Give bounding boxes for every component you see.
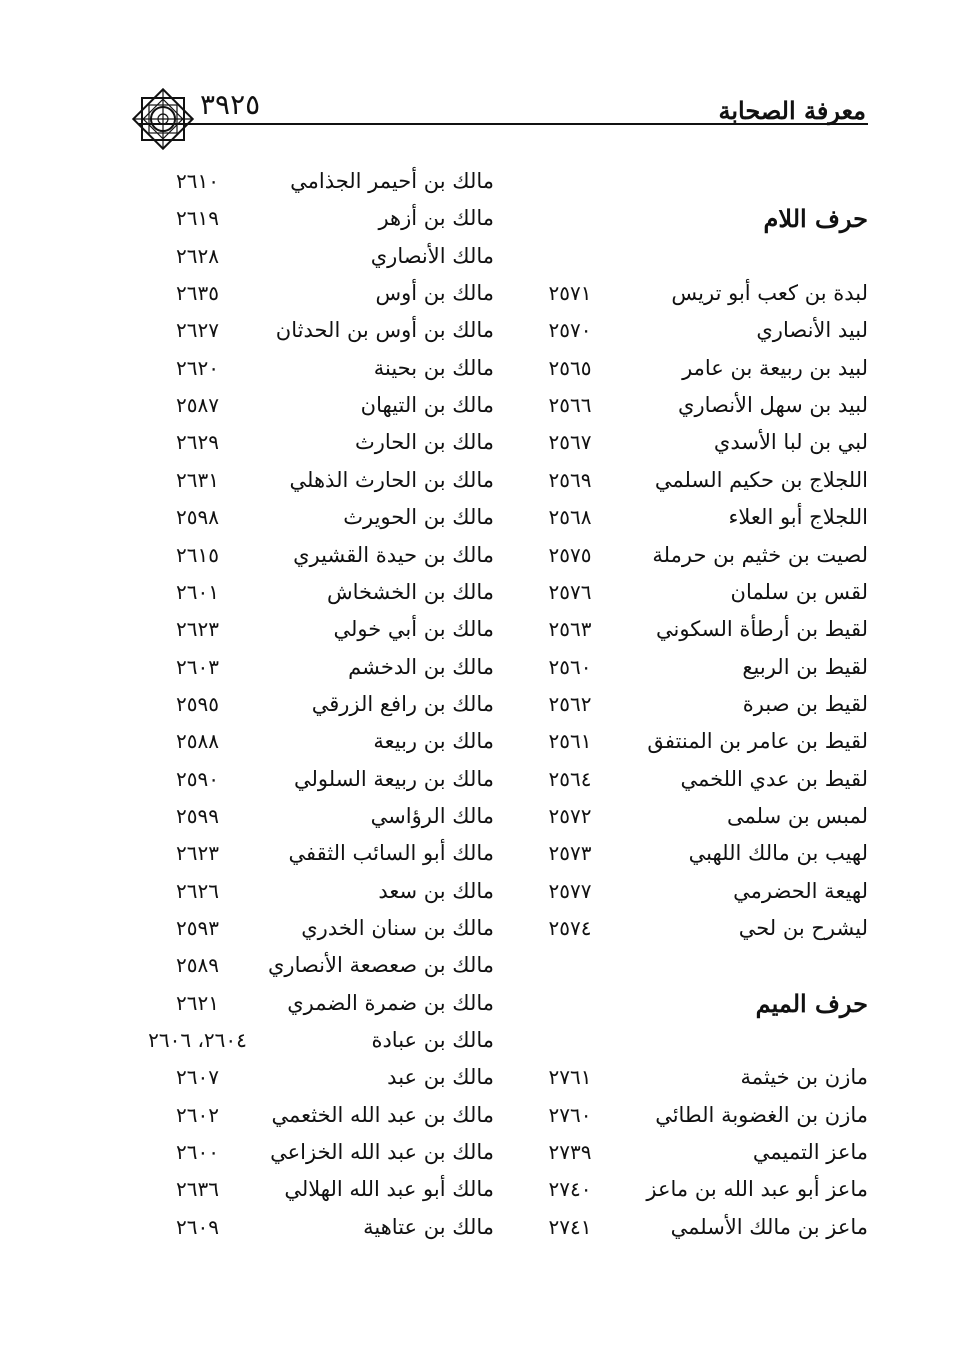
entry-name: مالك الأنصاري	[370, 243, 494, 268]
entry-number: ٢٥٦٠	[548, 654, 592, 679]
index-entry	[120, 312, 500, 349]
index-entry	[500, 686, 900, 723]
entry-number: ٢٦٠٧	[176, 1065, 219, 1090]
index-entry	[500, 723, 900, 760]
entry-number: ٢٦١٠	[176, 169, 219, 193]
entry-name: لبيد بن ربيعة بن عامر	[682, 355, 868, 380]
entry-number: ٢٦٣١	[176, 467, 219, 492]
entry-number: ٢٥٩٩	[176, 803, 219, 828]
entry-name: اللجلاج بن حكيم السلمي	[654, 467, 868, 492]
index-entry	[500, 1059, 900, 1096]
entry-number: ٢٥٦٧	[548, 430, 592, 455]
octagram-ornament-icon	[128, 84, 198, 154]
entry-number: ٢٥٧٥	[548, 542, 592, 567]
entry-number: ٢٦٣٥	[176, 281, 219, 306]
entry-name: مالك بن عبد	[387, 1065, 494, 1090]
entry-name: مالك الرؤاسي	[370, 803, 494, 828]
index-entry	[500, 424, 900, 461]
index-entry	[120, 1059, 500, 1096]
entry-number: ٢٧٤٠	[548, 1177, 592, 1202]
entry-name: مالك أبو السائب الثقفي	[288, 841, 494, 866]
entry-number: ٢٥٦٢	[548, 691, 592, 716]
entry-name: اللجلاج أبو العلاء	[728, 505, 868, 530]
entry-number: ٢٧٣٩	[548, 1140, 592, 1165]
index-entry	[120, 238, 500, 275]
section-heading-title: حرف اللام	[763, 204, 868, 234]
entry-number: ٢٦٠٠	[176, 1140, 219, 1165]
index-entry	[120, 649, 500, 686]
entry-number: ٢٦٢١	[176, 990, 219, 1015]
entry-number: ٢٥٧٦	[548, 579, 592, 604]
entry-number: ٢٧٤١	[548, 1214, 592, 1239]
entry-number: ٢٧٦٠	[548, 1102, 592, 1127]
entry-number: ٢٦١٥	[176, 542, 219, 567]
entry-number: ٢٥٧٧	[548, 878, 592, 903]
index-entry	[500, 499, 900, 536]
entry-name: مالك بن حيدة القشيري	[293, 542, 494, 567]
entry-number: ٢٧٦١	[548, 1065, 592, 1090]
entry-number: ٢٥٦٦	[548, 393, 592, 418]
entry-number: ٢٥٧٢	[548, 803, 592, 828]
entry-name: مالك بن الخشخاش	[326, 579, 494, 604]
index-entry	[120, 1097, 500, 1134]
entry-number: ٢٦٠٤، ٢٦٠٦	[148, 1028, 247, 1053]
entry-name: ليشرح بن لحي	[738, 916, 868, 940]
entry-number: ٢٥٧٤	[548, 916, 592, 940]
index-entry	[120, 350, 500, 387]
entry-number: ٢٥٩٥	[176, 691, 219, 716]
index-entry	[120, 200, 500, 237]
entry-number: ٢٦٣٦	[176, 1177, 219, 1202]
entry-number: ٢٥٦٤	[548, 766, 592, 791]
entry-name: مالك بن أبي خولي	[333, 617, 494, 642]
index-entry	[500, 873, 900, 910]
index-entry	[120, 798, 500, 835]
entry-name: مالك بن ضمرة الضمري	[287, 990, 494, 1015]
entry-number: ٢٦٢٨	[176, 243, 219, 268]
entry-name: مالك بن عبد الله الخزاعي	[270, 1140, 494, 1165]
page-number: ٣٩٢٥	[200, 88, 261, 121]
index-entry	[120, 1022, 500, 1059]
entry-number: ٢٦٠٩	[176, 1214, 219, 1239]
entry-name: مالك بن صعصعة الأنصاري	[267, 953, 494, 978]
index-entry	[120, 723, 500, 760]
entry-number: ٢٦٢٠	[176, 355, 219, 380]
entry-number: ٢٦٢٣	[176, 617, 219, 642]
entry-name: لقيط بن أرطأة السكوني	[656, 617, 868, 642]
entry-name: لقيط بن صبرة	[742, 691, 868, 716]
entry-name: لبدة بن كعب أبو تريس	[671, 281, 868, 306]
entry-name: مالك بن سعد	[378, 878, 494, 903]
entry-name: مالك بن التيهان	[360, 393, 494, 418]
entry-name: مالك بن ربيعة	[373, 729, 494, 754]
entry-number: ٢٥٨٧	[176, 393, 219, 418]
section-heading	[500, 985, 900, 1022]
index-entry	[120, 611, 500, 648]
entry-name: لبيد الأنصاري	[756, 318, 868, 343]
entry-number: ٢٥٨٩	[176, 953, 219, 978]
index-entry	[120, 873, 500, 910]
index-entry	[500, 1097, 900, 1134]
entry-number: ٢٥٦١	[548, 729, 592, 754]
entry-name: مالك بن عتاهية	[363, 1214, 494, 1239]
entry-name: ماعز أبو عبد الله بن ماعز	[646, 1177, 868, 1202]
entry-name: لقيط بن الربيع	[742, 654, 868, 679]
index-entry	[500, 312, 900, 349]
index-entry	[500, 1209, 900, 1246]
entry-name: لقس بن سلمان	[730, 579, 868, 604]
entry-number: ٢٦٢٣	[176, 841, 219, 866]
header-title: معرفة الصحابة	[718, 96, 866, 125]
index-entry	[500, 275, 900, 312]
index-entry	[500, 611, 900, 648]
entry-number: ٢٥٧٠	[548, 318, 592, 343]
entry-name: مالك بن رافع الزرقي	[311, 691, 494, 716]
index-entry	[120, 910, 500, 947]
entry-name: لبيد بن سهل الأنصاري	[678, 393, 868, 418]
index-entry	[120, 574, 500, 611]
entry-number: ٢٦٠٣	[176, 654, 219, 679]
entry-name: مالك بن الحارث الذهلي	[289, 467, 494, 492]
entry-name: مالك بن عبد الله الخثعمي	[271, 1102, 494, 1127]
entry-number: ٢٥٦٩	[548, 467, 592, 492]
index-entry	[120, 761, 500, 798]
index-entry	[500, 462, 900, 499]
index-entry	[120, 537, 500, 574]
entry-name: مالك بن بحينة	[373, 355, 494, 380]
index-entry	[120, 1209, 500, 1246]
entry-name: لقيط بن عدي اللخمي	[680, 766, 868, 791]
entry-name: مالك بن سنان الخدري	[301, 916, 494, 940]
entry-number: ٢٦٢٩	[176, 430, 219, 455]
entry-name: مالك بن الدخشم	[348, 654, 494, 679]
entry-number: ٢٦٢٦	[176, 878, 219, 903]
entry-name: لصيت بن خثيم بن حرملة	[652, 542, 868, 567]
entry-number: ٢٥٧١	[548, 281, 592, 306]
entry-name: مالك بن أوس بن الحدثان	[275, 318, 494, 343]
entry-name: مالك بن أوس	[375, 281, 494, 306]
index-entry	[120, 275, 500, 312]
entry-number: ٢٥٦٨	[548, 505, 592, 530]
index-entry	[500, 798, 900, 835]
entry-name: لهيب بن مالك اللهبي	[688, 841, 868, 866]
entry-number: ٢٥٩٨	[176, 505, 219, 530]
index-entry	[120, 462, 500, 499]
index-entry	[120, 424, 500, 461]
section-heading	[500, 200, 900, 237]
entry-name: مالك بن الحويرث	[343, 505, 494, 530]
index-entry	[120, 835, 500, 872]
index-entry	[500, 387, 900, 424]
entry-number: ٢٥٧٣	[548, 841, 592, 866]
index-entry	[500, 1171, 900, 1208]
entry-name: مالك بن ربيعة السلولي	[294, 766, 494, 791]
index-entry	[120, 947, 500, 984]
entry-name: مالك بن الحارث	[354, 430, 494, 455]
entry-number: ٢٦٢٧	[176, 318, 219, 343]
index-entry	[500, 649, 900, 686]
entry-name: ماعز بن مالك الأسلمي	[670, 1214, 868, 1239]
entry-name: لهيعة الحضرمي	[733, 878, 868, 903]
index-entry	[500, 761, 900, 798]
header-divider	[138, 123, 868, 125]
index-entry	[120, 499, 500, 536]
index-entry	[120, 387, 500, 424]
entry-number: ٢٥٦٥	[548, 355, 592, 380]
entry-number: ٢٥٩٣	[176, 916, 219, 940]
index-entry	[120, 163, 500, 200]
index-entry	[120, 1171, 500, 1208]
section-heading-title: حرف الميم	[755, 988, 868, 1018]
index-entry	[500, 574, 900, 611]
entry-number: ٢٦٠١	[176, 579, 219, 604]
index-entry	[500, 910, 900, 947]
entry-name: مالك أبو عبد الله الهلالي	[284, 1177, 494, 1202]
entry-name: مازن بن خيثمة	[740, 1065, 868, 1090]
entry-name: مالك بن عبادة	[371, 1028, 494, 1053]
entry-number: ٢٦١٩	[176, 206, 219, 231]
index-entry	[500, 350, 900, 387]
index-entry	[120, 1134, 500, 1171]
index-entry	[120, 985, 500, 1022]
entry-name: مالك بن أزهر	[378, 206, 494, 231]
entry-name: ماعز التميمي	[752, 1140, 868, 1165]
entry-name: مالك بن أحيمر الجذامي	[290, 169, 494, 193]
entry-name: لبي بن لبا الأسدي	[713, 430, 868, 455]
entry-name: لقيط بن عامر بن المنتفق	[647, 729, 868, 754]
entry-number: ٢٦٠٢	[176, 1102, 219, 1127]
index-entry	[500, 835, 900, 872]
entry-name: لمبس بن سلمى	[726, 803, 868, 828]
index-entry	[120, 686, 500, 723]
index-entry	[500, 537, 900, 574]
entry-number: ٢٥٨٨	[176, 729, 219, 754]
entry-number: ٢٥٦٣	[548, 617, 592, 642]
entry-number: ٢٥٩٠	[176, 766, 219, 791]
index-entry	[500, 1134, 900, 1171]
entry-name: مازن بن الغضوبة الطائي	[655, 1102, 868, 1127]
